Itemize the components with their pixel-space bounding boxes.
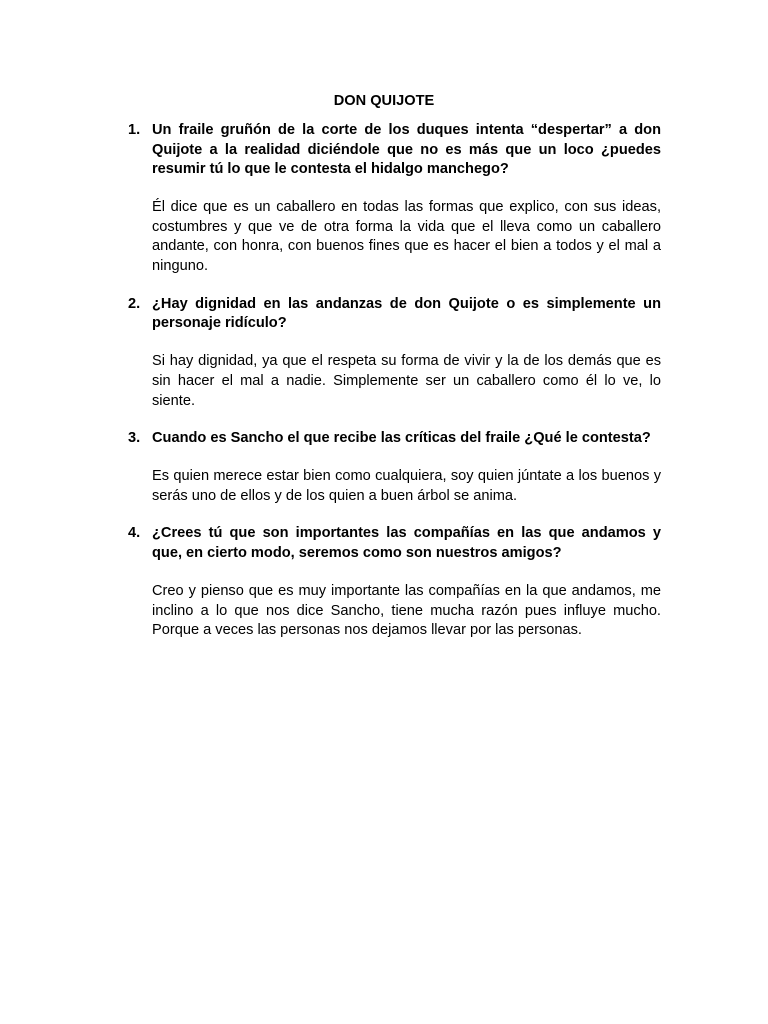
question-text: Cuando es Sancho el que recibe las críticas del fraile ¿Qué le contesta? [152,430,651,447]
question-number: 1. [128,122,141,138]
answer-text: Es quien merece estar bien como cualquiera, soy quien júntate a los buenos y serás uno de ellos y de los quien a buen árbol se anima. [152,468,661,504]
page-title: DON QUIJOTE [333,93,435,109]
question-item-4 [128,524,661,640]
question-number: 4. [128,525,141,542]
question-text: ¿Hay dignidad en las andanzas de don Quijote o es simplemente un personaje ridículo? [152,295,661,332]
question-list [128,121,661,659]
question-text: Un fraile gruñón de la corte de los duques intenta “despertar” a don Quijote a la realidad diciéndole que no es más que un loco ¿puedes resumir tú lo que le contesta el hidalgo manchego? [152,122,661,178]
question-number: 3. [128,430,141,447]
question-text: ¿Crees tú que son importantes las compañías en las que andamos y que, en cierto modo, seremos como son nuestros amigos? [152,525,661,561]
question-item-3 [128,429,661,506]
question-number: 2. [128,295,141,312]
question-item-2 [128,295,661,411]
question-item-1 [128,121,661,277]
answer-text: Si hay dignidad, ya que el respeta su forma de vivir y la de los demás que es sin hacer el mal a nadie. Simplemente ser un caballero como él lo ve, lo siente. [152,353,661,409]
answer-text: Creo y pienso que es muy importante las compañías en la que andamos, me inclino a lo que nos dice Sancho, tiene mucha razón pues influye mucho. Porque a veces las personas nos dejamos llevar por las personas. [152,583,661,639]
answer-text: Él dice que es un caballero en todas las formas que explico, con sus ideas, costumbres y que ve de otra forma la vida que el lleva como un caballero andante, con honra, con buenos fines que es hacer el bien a todos y el mal a ninguno. [152,199,661,275]
